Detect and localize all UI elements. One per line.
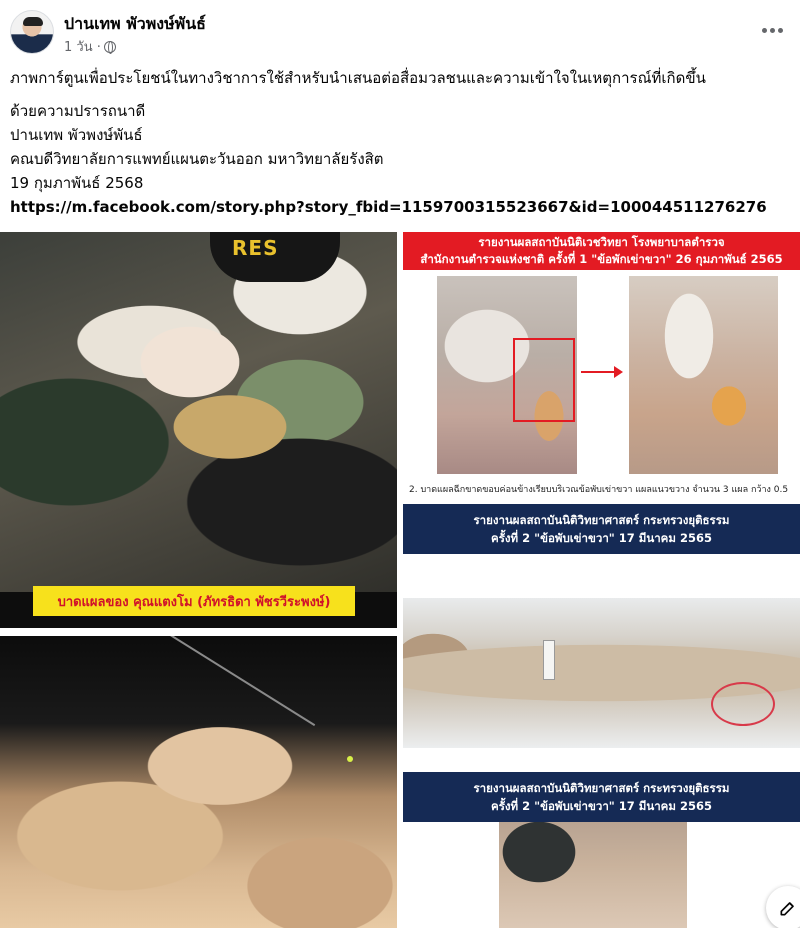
paragraph-gap [10, 90, 790, 99]
post-time[interactable]: 1 วัน · [64, 40, 101, 55]
post-text-line: ปานเทพ พัวพงษ์พันธ์ [10, 126, 143, 144]
highlight-circle [711, 682, 775, 726]
post-header [0, 0, 800, 66]
author-name[interactable]: ปานเทพ พัวพงษ์พันธ์ [64, 14, 206, 33]
photo-forensic-report-2[interactable] [403, 504, 800, 752]
avatar-hair [23, 17, 43, 26]
author-avatar[interactable] [10, 10, 54, 54]
edit-compose-icon [778, 898, 798, 918]
arrow-right-icon [581, 371, 621, 373]
evidence-tag [543, 640, 555, 680]
more-options-button[interactable] [758, 18, 786, 42]
report-header-line: สำนักงานตำรวจแห่งชาติ ครั้งที่ 1 "ข้อพักเข่าขวา" 26 กุมภาพันธ์ 2565 [420, 252, 783, 266]
report-header-line: ครั้งที่ 2 "ข้อพับเข่าขวา" 17 มีนาคม 2565 [491, 799, 712, 813]
wound-photo-zoom [629, 276, 778, 474]
leg-photo [403, 598, 800, 748]
wire-line [170, 636, 315, 726]
knee-photo [499, 822, 687, 928]
more-dot [778, 28, 783, 33]
report-header-line: รายงานผลสถาบันนิติวิทยาศาสตร์ กระทรวงยุติธรรม [473, 781, 730, 795]
report-header-navy [403, 504, 800, 554]
highlight-box [513, 338, 575, 422]
rescue-helmet [210, 232, 340, 282]
photo-cartoon-scene[interactable] [0, 232, 397, 628]
post-link[interactable]: https://m.facebook.com/story.php?story_fbid=1159700315523667&id=100044511276276 [10, 198, 767, 216]
light-dot [347, 756, 353, 762]
photo-grid [0, 232, 800, 928]
report-header-navy [403, 772, 800, 822]
more-dot [770, 28, 775, 33]
wound-photo-wide [437, 276, 577, 474]
photo-cartoon-body[interactable] [0, 636, 397, 928]
report-header-line: รายงานผลสถาบันนิติเวชวิทยา โรงพยาบาลตำรวจ [478, 235, 725, 249]
post-text-line: ด้วยความปรารถนาดี [10, 102, 146, 120]
photo-forensic-report-1[interactable] [403, 232, 800, 498]
helmet-text: RES [232, 236, 279, 260]
post-text-line: ภาพการ์ตูนเพื่อประโยชน์ในทางวิชาการใช้สำหรับนำเสนอต่อสื่อมวลชนและความเข้าใจในเหตุการณ์ที่เกิดขึ้น [10, 69, 706, 87]
post-text-line: คณบดีวิทยาลัยการแพทย์แผนตะวันออก มหาวิทยาลัยรังสิต [10, 150, 384, 168]
post-body [10, 66, 790, 219]
more-dots-icon [762, 28, 767, 33]
report-header-line: รายงานผลสถาบันนิติวิทยาศาสตร์ กระทรวงยุติธรรม [473, 513, 730, 527]
report-header-line: ครั้งที่ 2 "ข้อพับเข่าขวา" 17 มีนาคม 2565 [491, 531, 712, 545]
report-header-red [403, 232, 800, 270]
globe-icon [104, 41, 116, 53]
report-note: 2. บาดแผลฉีกขาดขอบค่อนข้างเรียบบริเวณข้อพับเข่าขวา แผลแนวขวาง จำนวน 3 แผล กว้าง 0.5 [409, 485, 789, 495]
post-text-line: 19 กุมภาพันธ์ 2568 [10, 174, 144, 192]
caption-banner: บาดแผลของ คุณแตงโม (ภัทรธิดา พัชรวีระพงษ์) [33, 586, 355, 616]
edit-compose-button[interactable] [766, 886, 800, 928]
photo-forensic-report-3[interactable] [403, 772, 800, 928]
post-meta [64, 36, 116, 57]
